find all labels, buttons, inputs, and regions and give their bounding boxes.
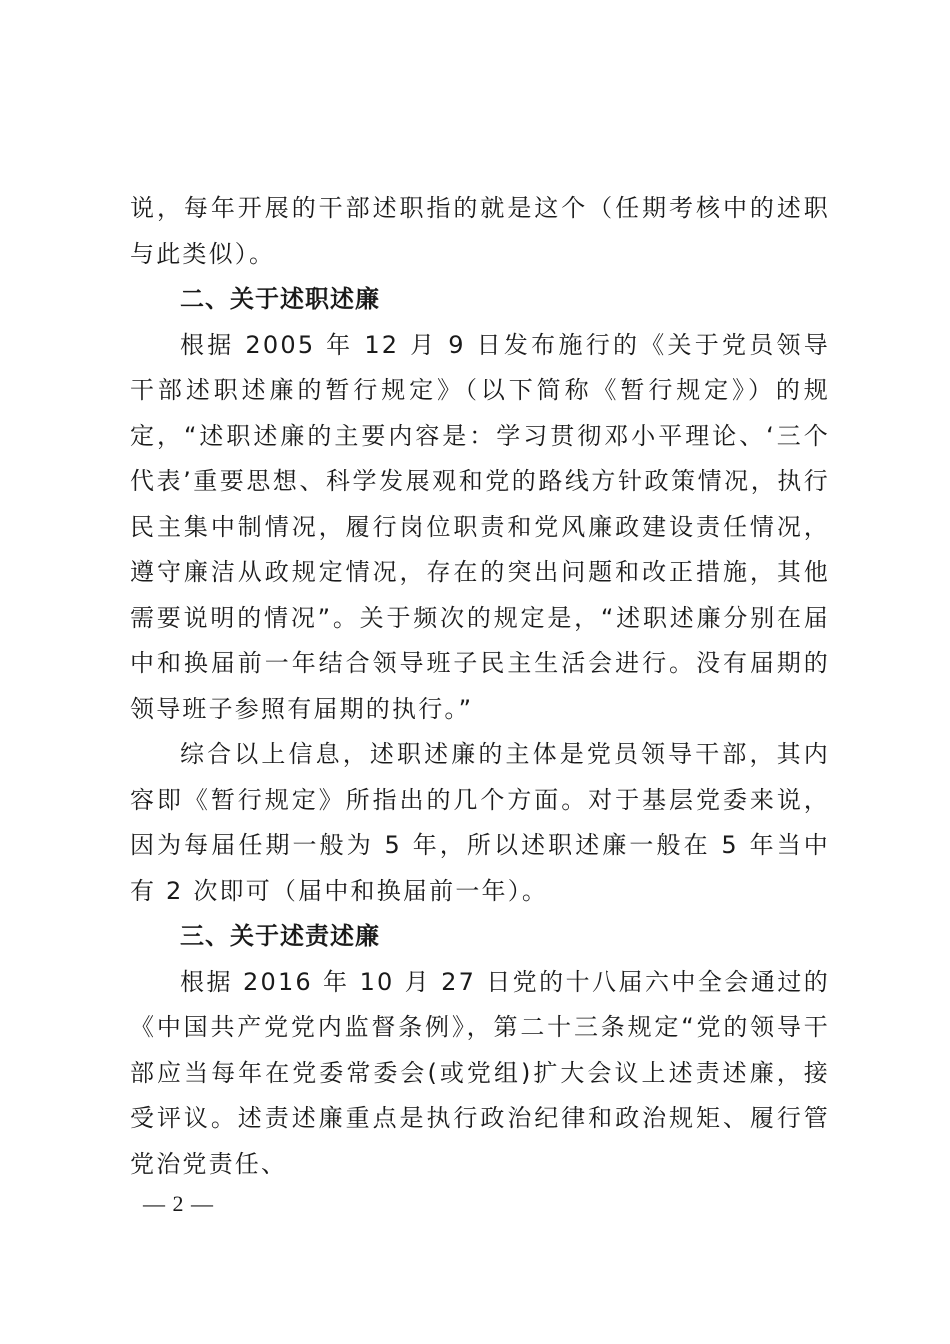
section-heading-2: 二、关于述职述廉	[180, 285, 380, 313]
paragraph-shuze-shulian-rules: 根据 2016 年 10 月 27 日党的十八届六中全会通过的《中国共产党党内监督条例》，第二十三条规定“党的领导干部应当每年在党委常委会(或党组)扩大会议上述责述廉，接受评议。述责述廉重点是执行政治纪律和政治规矩、履行管党治党责任、	[130, 967, 830, 1178]
document-body	[130, 186, 830, 1187]
section-heading-3: 三、关于述责述廉	[180, 922, 380, 950]
page-number: — 2 —	[143, 1191, 214, 1216]
paragraph-shuzhi-shulian-summary: 综合以上信息，述职述廉的主体是党员领导干部，其内容即《暂行规定》所指出的几个方面。对于基层党委来说，因为每届任期一般为 5 年，所以述职述廉一般在 5 年当中有 2 次即可（届中和换届前一年）。	[130, 740, 830, 905]
paragraph-shuzhi-shulian-rules: 根据 2005 年 12 月 9 日发布施行的《关于党员领导干部述职述廉的暂行规定》（以下简称《暂行规定》）的规定，“述职述廉的主要内容是：学习贯彻邓小平理论、‘三个代表’重要思想、科学发展观和党的路线方针政策情况，执行民主集中制情况，履行岗位职责和党风廉政建设责任情况，遵守廉洁从政规定情况，存在的突出问题和改正措施，其他需要说明的情况”。关于频次的规定是，“述职述廉分别在届中和换届前一年结合领导班子民主生活会进行。没有届期的领导班子参照有届期的执行。”	[130, 330, 830, 723]
paragraph-continuation: 说，每年开展的干部述职指的就是这个（任期考核中的述职与此类似）。	[130, 194, 830, 268]
